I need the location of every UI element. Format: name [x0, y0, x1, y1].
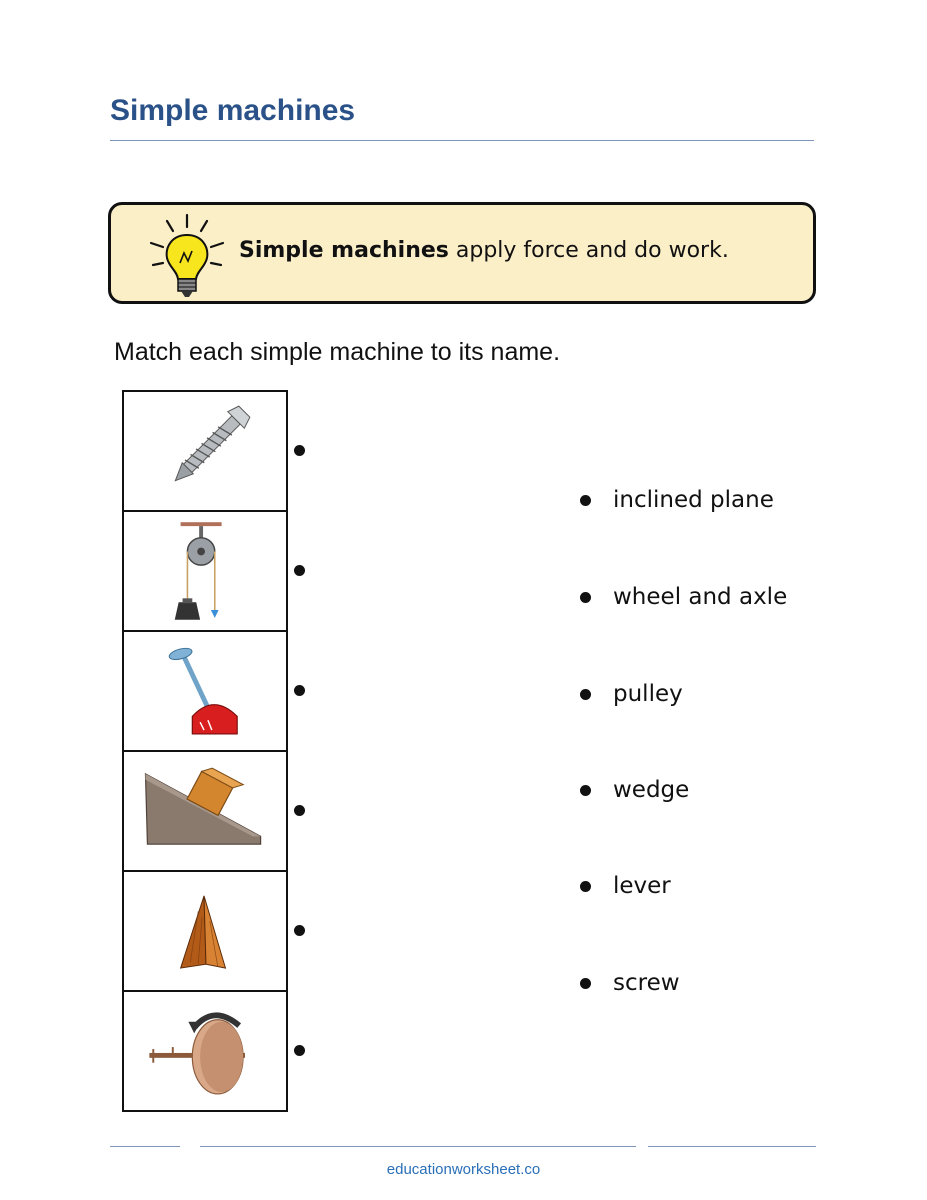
- right-match-dot-4[interactable]: [580, 785, 591, 796]
- lever-picture: [124, 632, 286, 752]
- wedge-icon: [124, 872, 286, 990]
- wedge-picture: [124, 872, 286, 992]
- pulley-picture: [124, 512, 286, 632]
- page-title: Simple machines: [110, 94, 356, 127]
- right-match-dot-1[interactable]: [580, 495, 591, 506]
- info-callout: [108, 202, 816, 304]
- light-bulb-icon: [147, 213, 227, 303]
- inclined-plane-icon: [124, 752, 286, 870]
- callout-bold-text: Simple machines: [239, 238, 449, 263]
- footer-divider: [200, 1146, 636, 1147]
- footer-divider: [110, 1146, 180, 1147]
- instruction-text: Match each simple machine to its name.: [114, 338, 561, 366]
- picture-column: [122, 390, 288, 1112]
- pulley-icon: [124, 512, 286, 630]
- option-inclined-plane[interactable]: [580, 485, 774, 515]
- option-label: wedge: [613, 777, 690, 803]
- footer-link[interactable]: educationworksheet.co: [386, 1161, 541, 1178]
- option-wedge[interactable]: [580, 775, 689, 805]
- footer-divider: [648, 1146, 816, 1147]
- left-match-dot-4[interactable]: [294, 805, 305, 816]
- left-match-dot-3[interactable]: [294, 685, 305, 696]
- right-match-dot-2[interactable]: [580, 592, 591, 603]
- screw-picture: [124, 392, 286, 512]
- callout-text: [239, 238, 729, 263]
- option-screw[interactable]: [580, 968, 680, 998]
- option-label: pulley: [613, 681, 683, 707]
- option-label: lever: [613, 873, 671, 899]
- callout-body-text: apply force and do work.: [448, 238, 729, 263]
- right-match-dot-3[interactable]: [580, 689, 591, 700]
- left-match-dot-2[interactable]: [294, 565, 305, 576]
- option-wheel-and-axle[interactable]: [580, 582, 787, 612]
- option-lever[interactable]: [580, 871, 671, 901]
- option-label: wheel and axle: [613, 584, 788, 610]
- title-divider: [110, 140, 814, 141]
- left-match-dot-5[interactable]: [294, 925, 305, 936]
- inclined-plane-picture: [124, 752, 286, 872]
- option-label: inclined plane: [613, 487, 774, 513]
- right-match-dot-5[interactable]: [580, 881, 591, 892]
- wheel-and-axle-icon: [124, 992, 286, 1110]
- screw-icon: [124, 392, 286, 510]
- left-match-dot-6[interactable]: [294, 1045, 305, 1056]
- right-match-dot-6[interactable]: [580, 978, 591, 989]
- option-label: screw: [613, 970, 680, 996]
- wheel-and-axle-picture: [124, 992, 286, 1110]
- option-pulley[interactable]: [580, 679, 683, 709]
- lever-icon: [124, 632, 286, 750]
- left-match-dot-1[interactable]: [294, 445, 305, 456]
